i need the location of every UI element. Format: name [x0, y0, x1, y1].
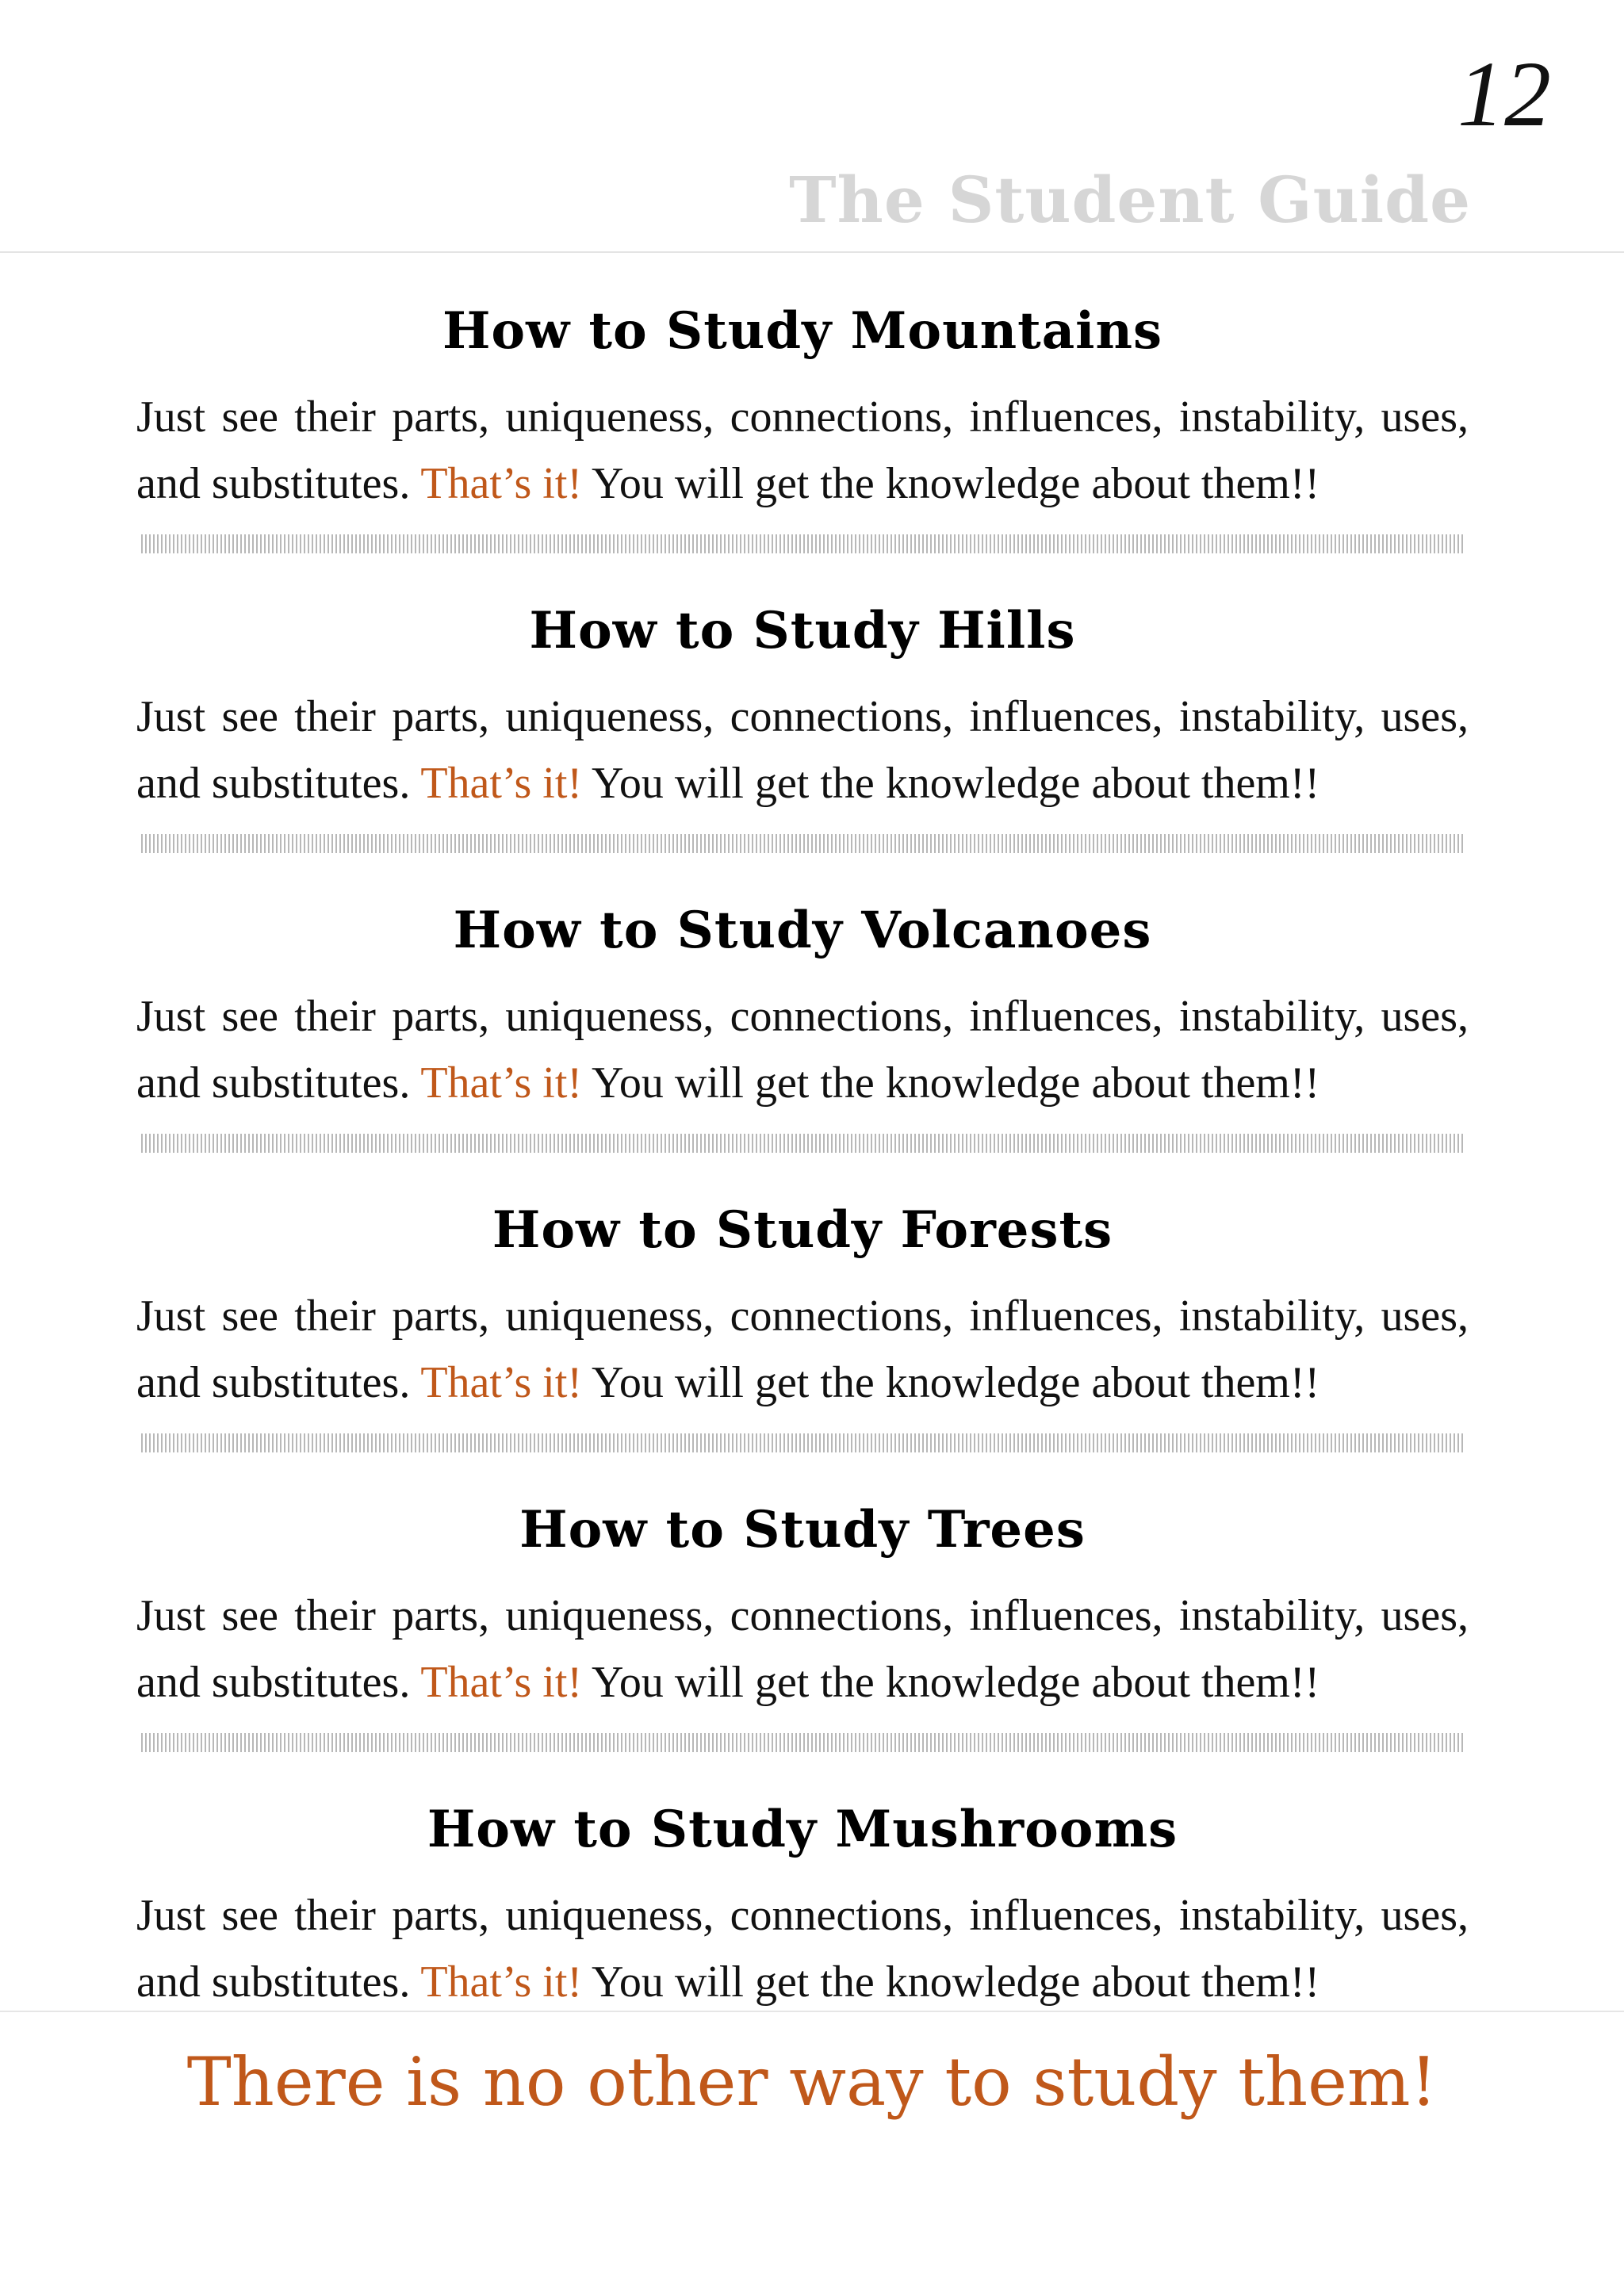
- footer-rule: [0, 2011, 1624, 2012]
- section-divider: [141, 534, 1464, 553]
- running-header: The Student Guide: [789, 163, 1471, 237]
- body-text: Just see their parts, uniqueness, connections, influences, instability, uses, and substitutes.: [136, 992, 1469, 1108]
- section-title: How to Study Trees: [519, 1500, 1086, 1559]
- section-volcanoes: [136, 894, 1469, 1194]
- body-text-end: You will get the knowledge about them!!: [582, 1957, 1320, 2007]
- section-body: [136, 683, 1469, 817]
- section-divider: [141, 834, 1464, 853]
- section-divider: [141, 1134, 1464, 1153]
- section-hills: [136, 595, 1469, 894]
- sections-list: [136, 295, 1469, 2093]
- body-text-end: You will get the knowledge about them!!: [582, 1358, 1320, 1407]
- body-text: Just see their parts, uniqueness, connections, influences, instability, uses, and substitutes.: [136, 1292, 1469, 1407]
- highlight-text: That’s it!: [420, 1658, 583, 1707]
- highlight-text: That’s it!: [420, 1058, 583, 1108]
- body-text-end: You will get the knowledge about them!!: [582, 459, 1320, 508]
- section-body: [136, 1582, 1469, 1716]
- section-divider: [141, 1733, 1464, 1752]
- body-text-end: You will get the knowledge about them!!: [582, 759, 1320, 808]
- body-text: Just see their parts, uniqueness, connections, influences, instability, uses, and substitutes.: [136, 392, 1469, 508]
- section-title: How to Study Mountains: [442, 301, 1163, 361]
- header-rule: [0, 251, 1624, 253]
- section-divider: [141, 1433, 1464, 1452]
- section-body: [136, 1882, 1469, 2015]
- highlight-text: That’s it!: [420, 1358, 583, 1407]
- highlight-text: That’s it!: [420, 1957, 583, 2007]
- section-body: [136, 1283, 1469, 1416]
- section-forests: [136, 1194, 1469, 1494]
- page-number: 12: [1457, 42, 1551, 146]
- section-mountains: [136, 295, 1469, 595]
- body-text-end: You will get the knowledge about them!!: [582, 1058, 1320, 1108]
- body-text-end: You will get the knowledge about them!!: [582, 1658, 1320, 1707]
- section-title: How to Study Volcanoes: [453, 901, 1152, 960]
- section-title: How to Study Hills: [529, 601, 1076, 660]
- body-text: Just see their parts, uniqueness, connections, influences, instability, uses, and substitutes.: [136, 692, 1469, 808]
- section-title: How to Study Forests: [492, 1200, 1113, 1260]
- section-body: [136, 983, 1469, 1116]
- body-text: Just see their parts, uniqueness, connections, influences, instability, uses, and substitutes.: [136, 1891, 1469, 2007]
- highlight-text: That’s it!: [420, 459, 583, 508]
- body-text: Just see their parts, uniqueness, connections, influences, instability, uses, and substitutes.: [136, 1591, 1469, 1707]
- section-title: How to Study Mushrooms: [427, 1800, 1178, 1859]
- closing-line: There is no other way to study them!: [186, 2043, 1438, 2121]
- section-trees: [136, 1494, 1469, 1793]
- highlight-text: That’s it!: [420, 759, 583, 808]
- section-body: [136, 384, 1469, 517]
